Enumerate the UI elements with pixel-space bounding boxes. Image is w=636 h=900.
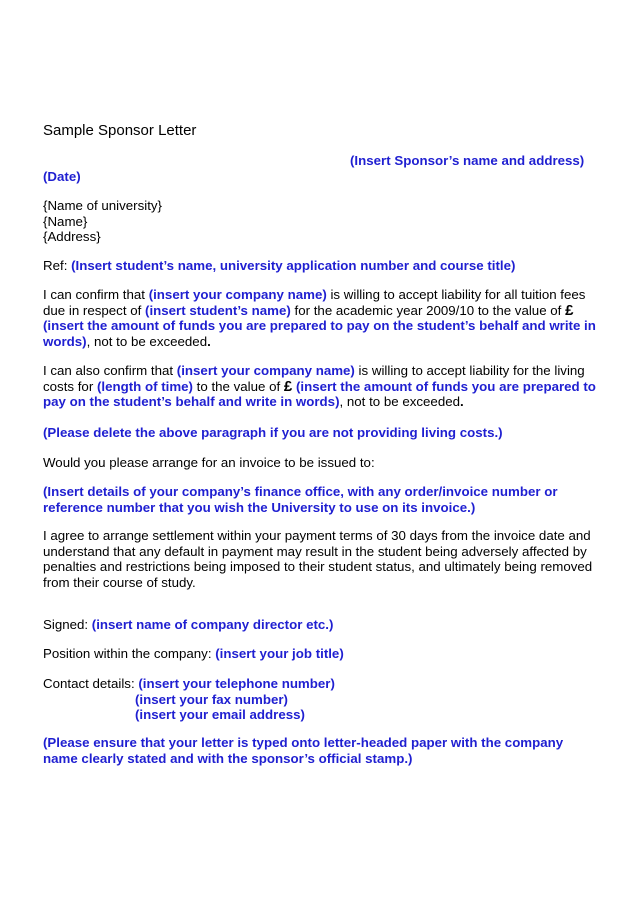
contact-fax-placeholder: (insert your fax number) (135, 691, 288, 707)
para1-text-1: I can confirm that (43, 287, 149, 302)
contact-phone-placeholder: (insert your telephone number) (138, 676, 335, 691)
invoice-request: Would you please arrange for an invoice to be issued to: (43, 455, 375, 470)
signed-placeholder: (insert name of company director etc.) (91, 617, 334, 632)
para2-text-1: I can also confirm that (43, 363, 177, 378)
position-line (43, 646, 598, 662)
para1-text-3: for the academic year 2009/10 to the value of (290, 302, 566, 318)
para2-duration-placeholder: (length of time) (96, 378, 193, 394)
living-costs-paragraph (43, 363, 598, 410)
para2-period: . (460, 394, 464, 409)
para2-company-placeholder: (insert your company name) (176, 363, 355, 378)
final-note: (Please ensure that your letter is typed onto letter-headed paper with the company name clearly stated and with the sponsor’s official stamp.) (43, 735, 564, 766)
para1-company-placeholder: (insert your company name) (148, 287, 327, 302)
ref-placeholder: (Insert student’s name, university application number and course title) (71, 258, 516, 273)
para1-period: . (207, 333, 211, 349)
contact-details (43, 676, 598, 723)
para2-pound-sign: £ (283, 377, 293, 395)
contact-email-placeholder: (insert your email address) (135, 707, 305, 722)
para1-text-4: , not to be exceeded (86, 333, 208, 349)
sponsor-address-placeholder: (Insert Sponsor’s name and address) (350, 153, 585, 168)
recipient-name: {Name} (43, 213, 88, 229)
recipient-university: {Name of university} (43, 198, 162, 213)
reference-line (43, 258, 598, 274)
para1-amount-placeholder: (insert the amount of funds you are prepared to pay on the student’s behalf and write in words) (43, 318, 596, 349)
settlement-paragraph: I agree to arrange settlement within your payment terms of 30 days from the invoice date and understand that any default in payment may result in the student being adversely affected by penalties and restrictions being imposed to their student status, and ultimately being removed from their course of study. (43, 528, 593, 590)
letter-title: Sample Sponsor Letter (43, 122, 197, 139)
para2-amount-placeholder: (insert the amount of funds you are prepared to pay on the student’s behalf and write in words) (43, 378, 596, 409)
contact-label: Contact details: (43, 676, 139, 691)
position-placeholder: (insert your job title) (215, 646, 344, 661)
para2-text-4: , not to be exceeded (339, 394, 461, 409)
para2-text-2: is willing to accept liability for the living costs for (43, 363, 585, 394)
date-placeholder: (Date) (43, 169, 81, 184)
ref-label: Ref: (43, 258, 72, 273)
para2-text-3: to the value of (192, 378, 284, 394)
recipient-address: {Address} (43, 229, 101, 244)
signed-label: Signed: (43, 617, 92, 632)
para1-student-placeholder: (insert student’s name) (145, 302, 291, 318)
finance-details-placeholder: (Insert details of your company’s finance office, with any order/invoice number or reference number that you wish the University to use on its invoice.) (43, 484, 558, 515)
para1-pound-sign: £ (565, 301, 574, 319)
position-label: Position within the company: (43, 646, 216, 661)
signed-line (43, 617, 598, 633)
tuition-paragraph (43, 287, 598, 349)
delete-paragraph-note: (Please delete the above paragraph if you are not providing living costs.) (43, 425, 503, 440)
para1-text-2: is willing to accept liability for all tuition fees due in respect of (43, 287, 586, 318)
recipient-block (43, 198, 598, 245)
